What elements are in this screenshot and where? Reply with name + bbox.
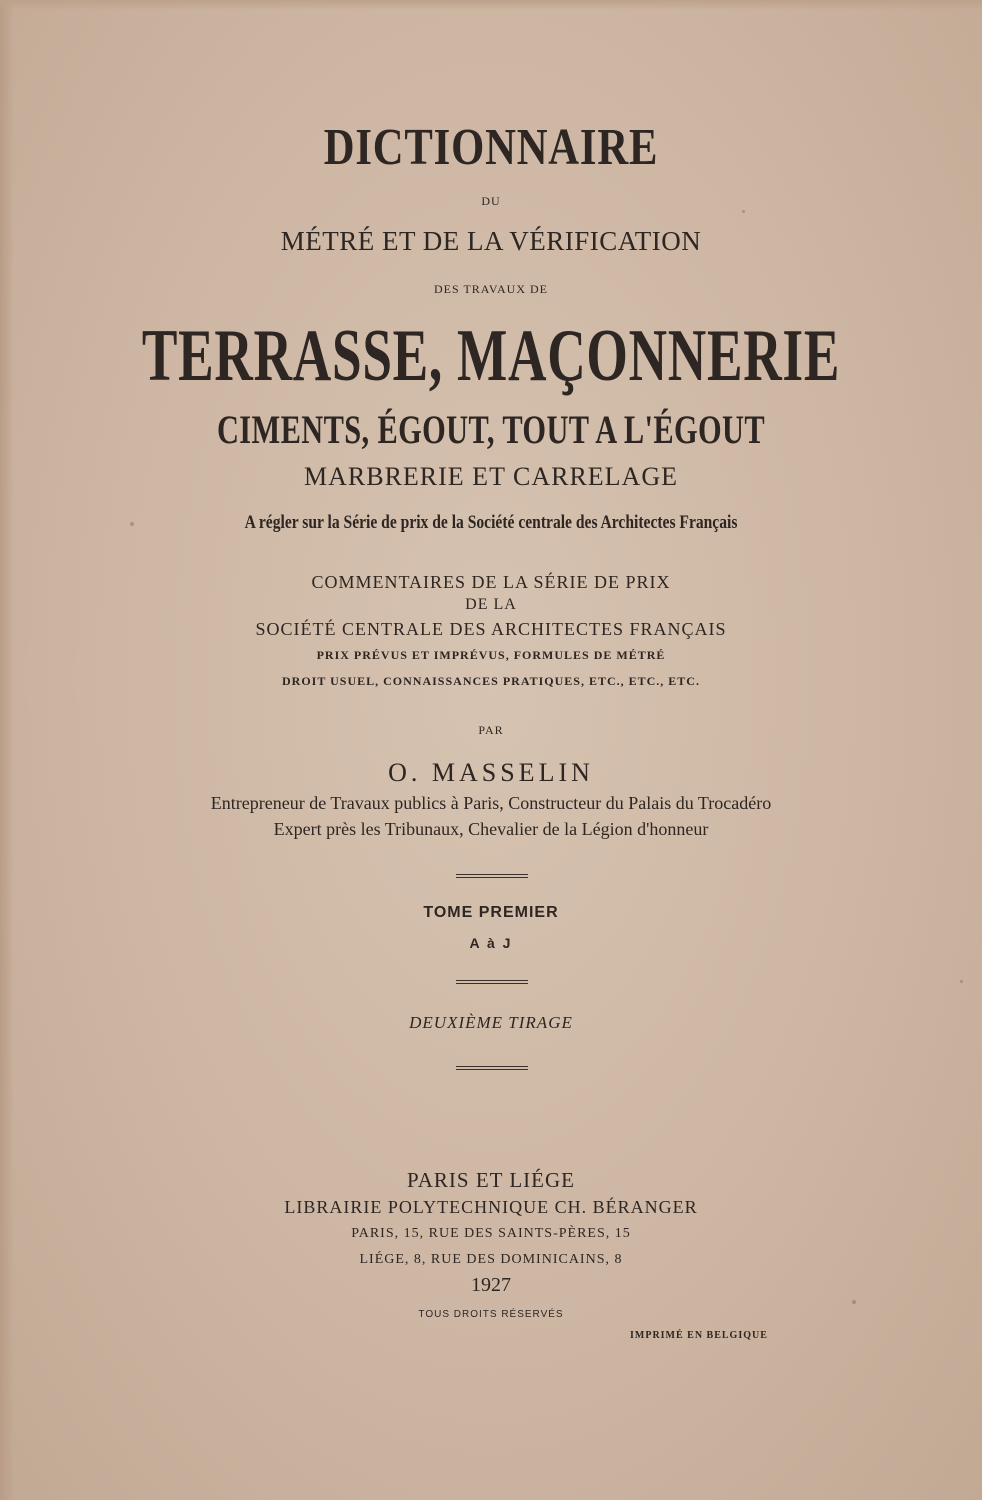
author-affiliation-1: Entrepreneur de Travaux publics à Paris, Constructeur du Palais du Trocadéro <box>210 793 772 813</box>
commentary-line-1: COMMENTAIRES DE LA SÉRIE DE PRIX <box>311 572 671 592</box>
divider-rule <box>456 874 528 878</box>
title-line-des-travaux: DES TRAVAUX DE <box>433 282 549 296</box>
volume-tome: TOME PREMIER <box>423 904 559 921</box>
title-du: DU <box>481 194 501 208</box>
subject-subheading: CIMENTS, ÉGOUT, TOUT A L'ÉGOUT <box>216 407 766 452</box>
volume-range: A à J <box>469 935 513 951</box>
title-line-metre: MÉTRÉ ET DE LA VÉRIFICATION <box>280 226 702 256</box>
publisher-name: LIBRAIRIE POLYTECHNIQUE CH. BÉRANGER <box>284 1197 698 1217</box>
publication-year: 1927 <box>471 1274 511 1296</box>
commentary-line-2: DE LA <box>465 596 517 613</box>
subject-subheading-2: MARBRERIE ET CARRELAGE <box>304 462 678 491</box>
foxing-spot <box>960 980 963 983</box>
printed-in-notice: IMPRIMÉ EN BELGIQUE <box>630 1330 768 1341</box>
publisher-address-paris: PARIS, 15, RUE DES SAINTS-PÈRES, 15 <box>351 1226 631 1241</box>
divider-rule <box>456 980 528 984</box>
rights-notice: TOUS DROITS RÉSERVÉS <box>418 1309 564 1320</box>
edition-label: DEUXIÈME TIRAGE <box>409 1013 573 1032</box>
publisher-address-liege: LIÉGE, 8, RUE DES DOMINICAINS, 8 <box>359 1252 623 1267</box>
author-par: PAR <box>478 723 504 737</box>
publisher-cities: PARIS ET LIÉGE <box>406 1168 575 1192</box>
author-affiliation-2: Expert près les Tribunaux, Chevalier de la Légion d'honneur <box>273 819 709 839</box>
book-title: DICTIONNAIRE <box>323 119 659 176</box>
author-name: O. MASSELIN <box>388 758 594 787</box>
tagline: A régler sur la Série de prix de la Société centrale des Architectes Français <box>244 512 738 533</box>
commentary-line-3: SOCIÉTÉ CENTRALE DES ARCHITECTES FRANÇAIS <box>255 619 727 639</box>
divider-rule <box>456 1066 528 1070</box>
subject-heading: TERRASSE, MAÇONNERIE <box>141 315 841 397</box>
commentary-line-5: DROIT USUEL, CONNAISSANCES PRATIQUES, ETC., ETC., ETC. <box>282 674 700 688</box>
foxing-spot <box>742 210 745 213</box>
commentary-line-4: PRIX PRÉVUS ET IMPRÉVUS, FORMULES DE MÉTRÉ <box>316 648 666 662</box>
foxing-spot <box>852 1300 856 1304</box>
foxing-spot <box>130 522 134 526</box>
page-top-shadow <box>0 0 982 10</box>
